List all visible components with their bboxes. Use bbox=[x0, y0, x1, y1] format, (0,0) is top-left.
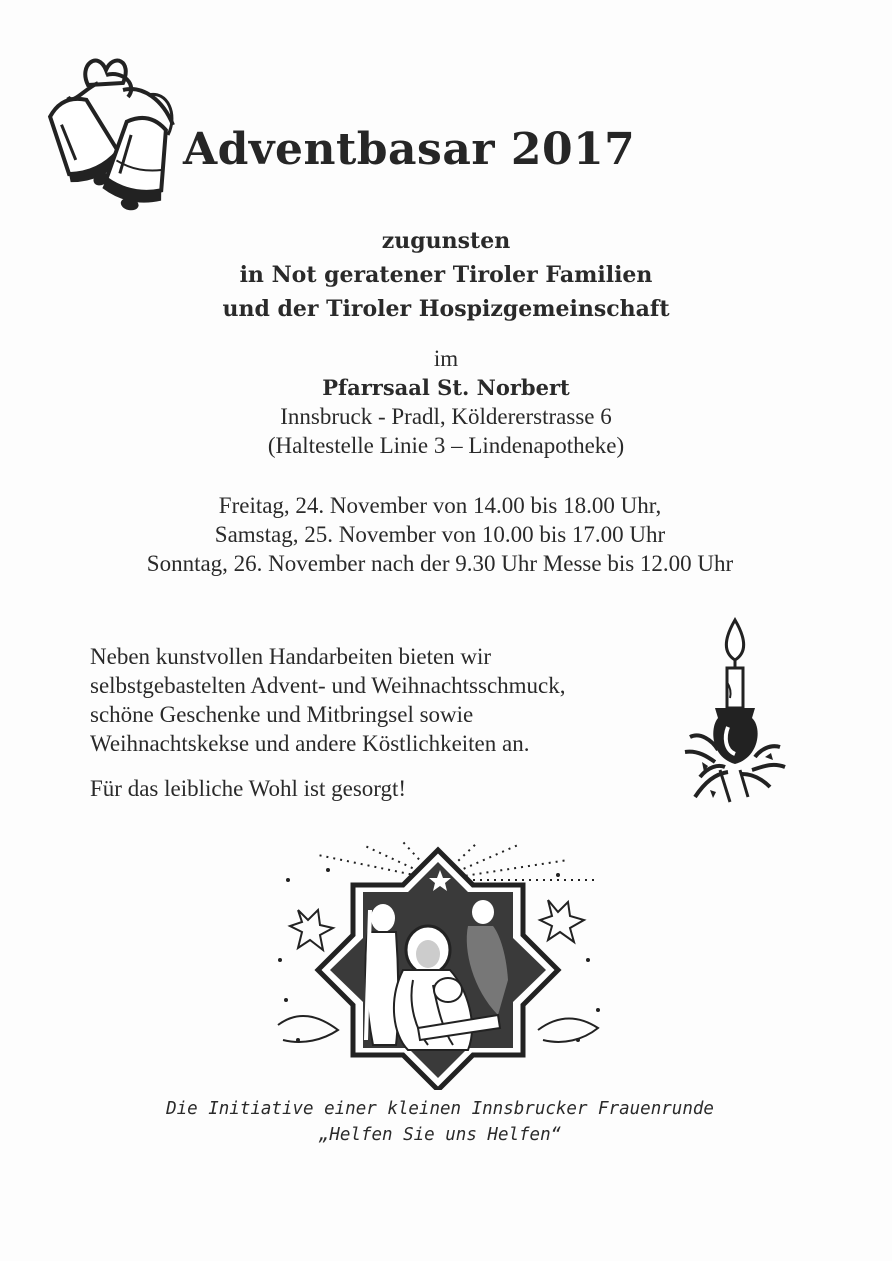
page-title: Adventbasar 2017 bbox=[183, 124, 636, 175]
offer-block bbox=[90, 642, 566, 758]
venue-address: Innsbruck - Pradl, Köldererstrasse 6 bbox=[280, 404, 612, 429]
christmas-bells-icon bbox=[28, 45, 183, 215]
purpose-line: zugunsten bbox=[381, 228, 511, 254]
candle-icon bbox=[680, 612, 790, 807]
purpose-block bbox=[0, 224, 892, 326]
venue-name: Pfarrsaal St. Norbert bbox=[322, 375, 570, 400]
footer-motto: „Helfen Sie uns Helfen“ bbox=[318, 1125, 562, 1145]
nativity-star-illustration bbox=[268, 840, 608, 1090]
date-line: Freitag, 24. November von 14.00 bis 18.00 Uhr, bbox=[218, 493, 662, 518]
offer-line: Weihnachtskekse und andere Köstlichkeiten an. bbox=[90, 731, 530, 756]
purpose-line: und der Tiroler Hospizgemeinschaft bbox=[222, 296, 670, 322]
dates-block bbox=[0, 491, 880, 578]
venue-transit: (Haltestelle Linie 3 – Lindenapotheke) bbox=[267, 433, 625, 458]
footer-initiative: Die Initiative einer kleinen Innsbrucker Frauenrunde bbox=[166, 1099, 714, 1119]
purpose-line: in Not geratener Tiroler Familien bbox=[239, 262, 653, 288]
offer-line: Neben kunstvollen Handarbeiten bieten wir bbox=[90, 644, 492, 669]
date-line: Samstag, 25. November von 10.00 bis 17.00 Uhr bbox=[214, 522, 666, 547]
venue-prefix: im bbox=[433, 346, 459, 371]
offer-line: schöne Geschenke und Mitbringsel sowie bbox=[90, 702, 474, 727]
footer-block bbox=[0, 1096, 880, 1148]
wellbeing-text: Für das leibliche Wohl ist gesorgt! bbox=[90, 776, 407, 801]
venue-block bbox=[0, 344, 892, 460]
offer-line: selbstgebastelten Advent- und Weihnachtsschmuck, bbox=[90, 673, 566, 698]
date-line: Sonntag, 26. November nach der 9.30 Uhr Messe bis 12.00 Uhr bbox=[146, 551, 734, 576]
